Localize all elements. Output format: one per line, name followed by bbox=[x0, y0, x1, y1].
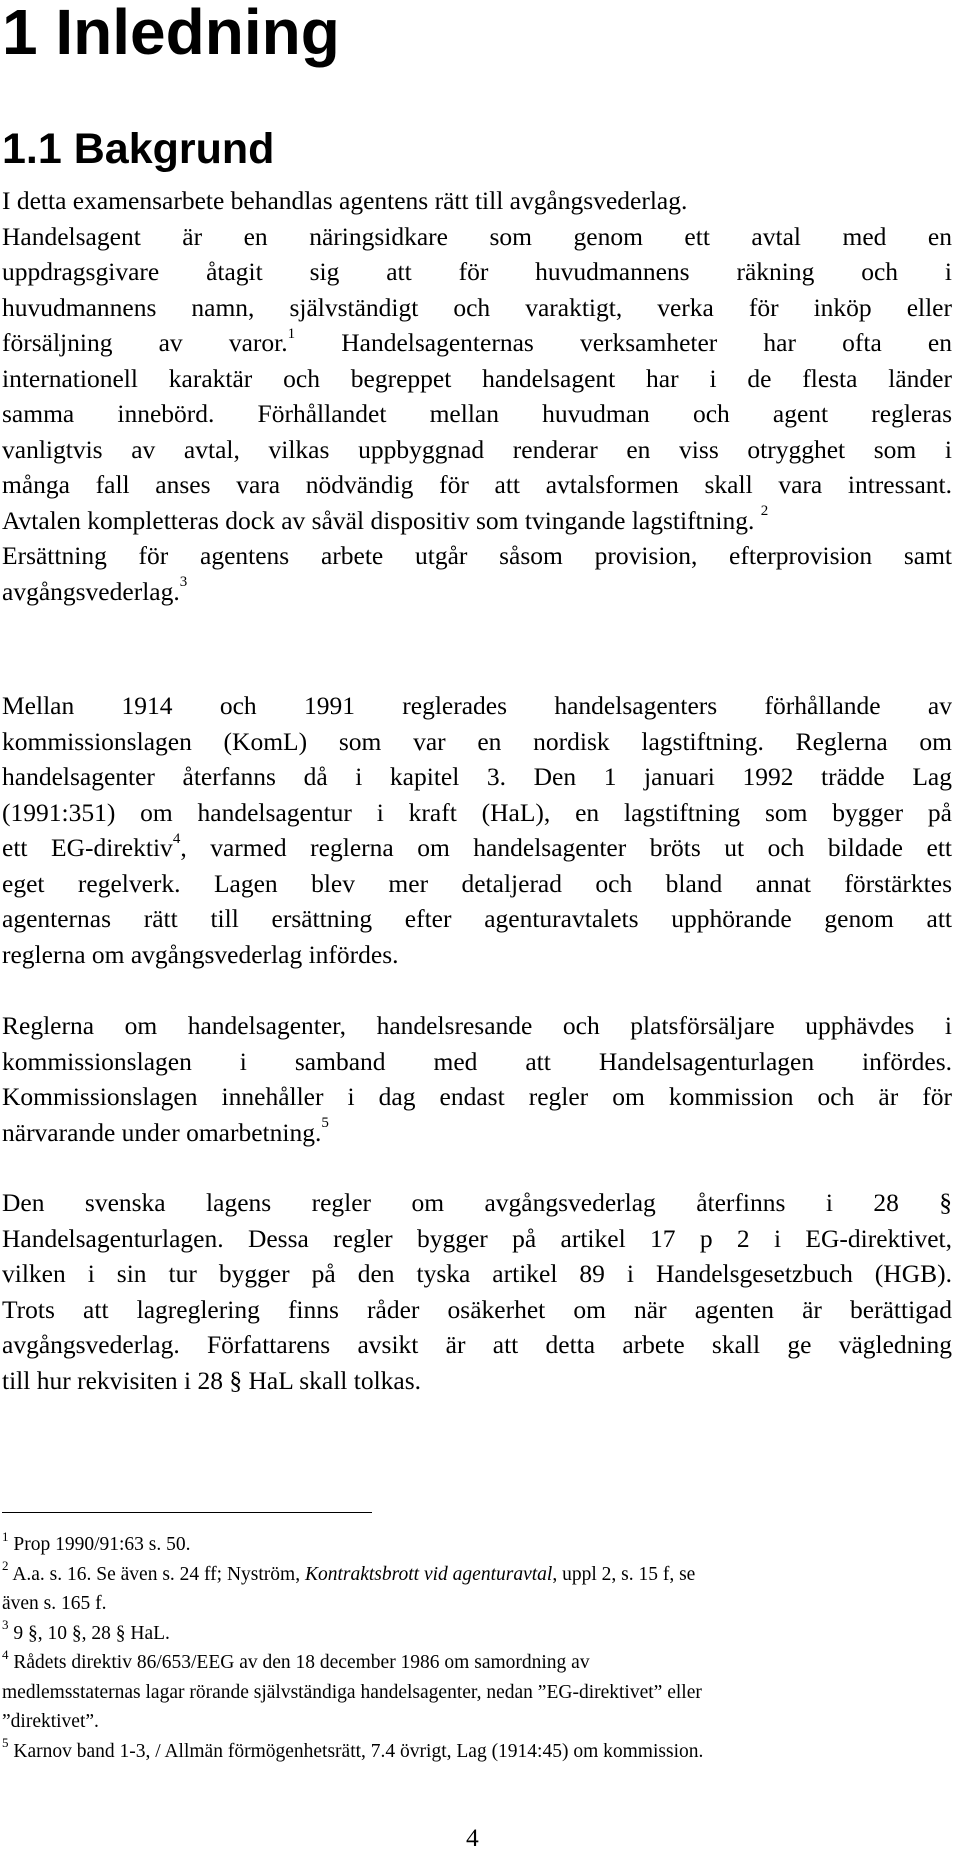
footnote-number: 3 bbox=[2, 1617, 9, 1632]
footnote-number: 5 bbox=[2, 1735, 9, 1750]
text-line: vilken i sin tur bygger på den tyska artikel 89 i Handelsgesetzbuch (HGB). bbox=[2, 1259, 952, 1288]
text-line: Avtalen kompletteras dock av såväl dispositiv som tvingande lagstiftning. $^2$ bbox=[2, 503, 769, 535]
paragraph-4 bbox=[2, 1185, 952, 1398]
footnote: $^4$ Rådets direktiv 86/653/EEG av den 18 december 1986 om samordning av bbox=[2, 1646, 590, 1673]
text-line: (1991:351) om handelsagentur i kraft (HaL), en lagstiftning som bygger på bbox=[2, 797, 952, 827]
footnote-number: 1 bbox=[2, 1528, 9, 1544]
text-line: många fall anses vara nödvändig för att avtalsformen skall vara intressant. bbox=[2, 470, 952, 499]
footnote-ref: 3 bbox=[179, 574, 188, 590]
text-line: vanligtvis av avtal, vilkas uppbyggnad renderar en viss otrygghet som i bbox=[2, 434, 952, 464]
text-line: närvarande under omarbetning.$^5$ bbox=[2, 1115, 329, 1147]
text-line: samma innebörd. Förhållandet mellan huvudman och agent regleras bbox=[2, 399, 952, 428]
text-line: Ersättning för agentens arbete utgår såsom provision, efterprovision samt bbox=[2, 541, 952, 570]
text-line: Reglerna om handelsagenter, handelsresande och platsförsäljare upphävdes i bbox=[2, 1011, 952, 1040]
text-line: huvudmannens namn, självständigt och varaktigt, verka för inköp eller bbox=[2, 292, 952, 322]
text-line: Handelsagent är en näringsidkare som genom ett avtal med en bbox=[2, 221, 952, 251]
text-line: internationell karaktär och begreppet handelsagent har i de flesta länder bbox=[2, 363, 952, 393]
paragraph-1 bbox=[2, 183, 952, 609]
footnote-continuation: även s. 165 f. bbox=[2, 1593, 107, 1614]
text-line: handelsagenter återfanns då i kapitel 3. Den 1 januari 1992 trädde Lag bbox=[2, 762, 952, 791]
footnote-ref: 1 bbox=[287, 325, 296, 342]
footnote-number: 2 bbox=[2, 1558, 9, 1573]
footnote-continuation: medlemsstaternas lagar rörande självständiga handelsagenter, nedan ”EG-direktivet” eller bbox=[2, 1681, 702, 1703]
footnote: $^2$ A.a. s. 16. Se även s. 24 ff; Nyström, Kontraktsbrott vid agenturavtal, uppl 2, s. 15 f, se bbox=[2, 1558, 696, 1585]
chapter-heading: 1 Inledning bbox=[2, 0, 340, 68]
page-number: 4 bbox=[466, 1823, 479, 1852]
text-line: agenternas rätt till ersättning efter agenturavtalets upphörande genom att bbox=[2, 904, 952, 933]
text-line: Handelsagenturlagen. Dessa regler bygger på artikel 17 p 2 i EG-direktivet, bbox=[2, 1223, 952, 1253]
section-heading: 1.1 Bakgrund bbox=[2, 125, 275, 173]
footnote: $^5$ Karnov band 1-3, / Allmän förmögenhetsrätt, 7.4 övrigt, Lag (1914:45) om kommission. bbox=[2, 1735, 704, 1762]
text-line: I detta examensarbete behandlas agentens rätt till avgångsvederlag. bbox=[2, 186, 688, 215]
footnotes bbox=[2, 1530, 952, 1766]
footnote-ref: 2 bbox=[760, 503, 769, 519]
footnote: $^1$ Prop 1990/91:63 s. 50. bbox=[2, 1528, 191, 1555]
text-line: kommissionslagen i samband med att Handelsagenturlagen infördes. bbox=[2, 1046, 952, 1076]
footnote-continuation: ”direktivet”. bbox=[2, 1711, 99, 1732]
footnote-ref: 5 bbox=[321, 1115, 329, 1131]
footnote: $^3$ 9 §, 10 §, 28 § HaL. bbox=[2, 1617, 170, 1644]
text-line: avgångsvederlag. Författarens avsikt är att detta arbete skall ge vägledning bbox=[2, 1330, 952, 1359]
paragraph-2 bbox=[2, 688, 952, 972]
footnote-separator bbox=[2, 1512, 372, 1513]
text-line: Mellan 1914 och 1991 reglerades handelsagenters förhållande av bbox=[2, 691, 952, 720]
text-line: Kommissionslagen innehåller i dag endast regler om kommission och är för bbox=[2, 1082, 952, 1111]
text-line: reglerna om avgångsvederlag infördes. bbox=[2, 939, 399, 969]
text-line: ett EG-direktiv$^4$, varmed reglerna om handelsagenter bröts ut och bildade ett bbox=[2, 830, 952, 862]
text-line: avgångsvederlag.$^3$ bbox=[2, 574, 188, 606]
text-line: eget regelverk. Lagen blev mer detaljerad och bland annat förstärktes bbox=[2, 868, 952, 898]
text-line: till hur rekvisiten i 28 § HaL skall tolkas. bbox=[2, 1365, 422, 1395]
text-line: Trots att lagreglering finns råder osäkerhet om när agenten är berättigad bbox=[2, 1294, 952, 1324]
text-line: uppdragsgivare åtagit sig att för huvudmannens räkning och i bbox=[2, 257, 952, 286]
text-line: försäljning av varor.$^1$ Handelsagenternas verksamheter har ofta en bbox=[2, 325, 952, 357]
text-line: Den svenska lagens regler om avgångsvederlag återfinns i 28 § bbox=[2, 1188, 952, 1217]
paragraph-3 bbox=[2, 1008, 952, 1150]
footnote-ref: 4 bbox=[172, 830, 181, 847]
footnote-number: 4 bbox=[2, 1646, 9, 1662]
text-line: kommissionslagen (KomL) som var en nordisk lagstiftning. Reglerna om bbox=[2, 726, 952, 756]
italic-title: Kontraktsbrott vid agenturavtal bbox=[304, 1563, 553, 1585]
